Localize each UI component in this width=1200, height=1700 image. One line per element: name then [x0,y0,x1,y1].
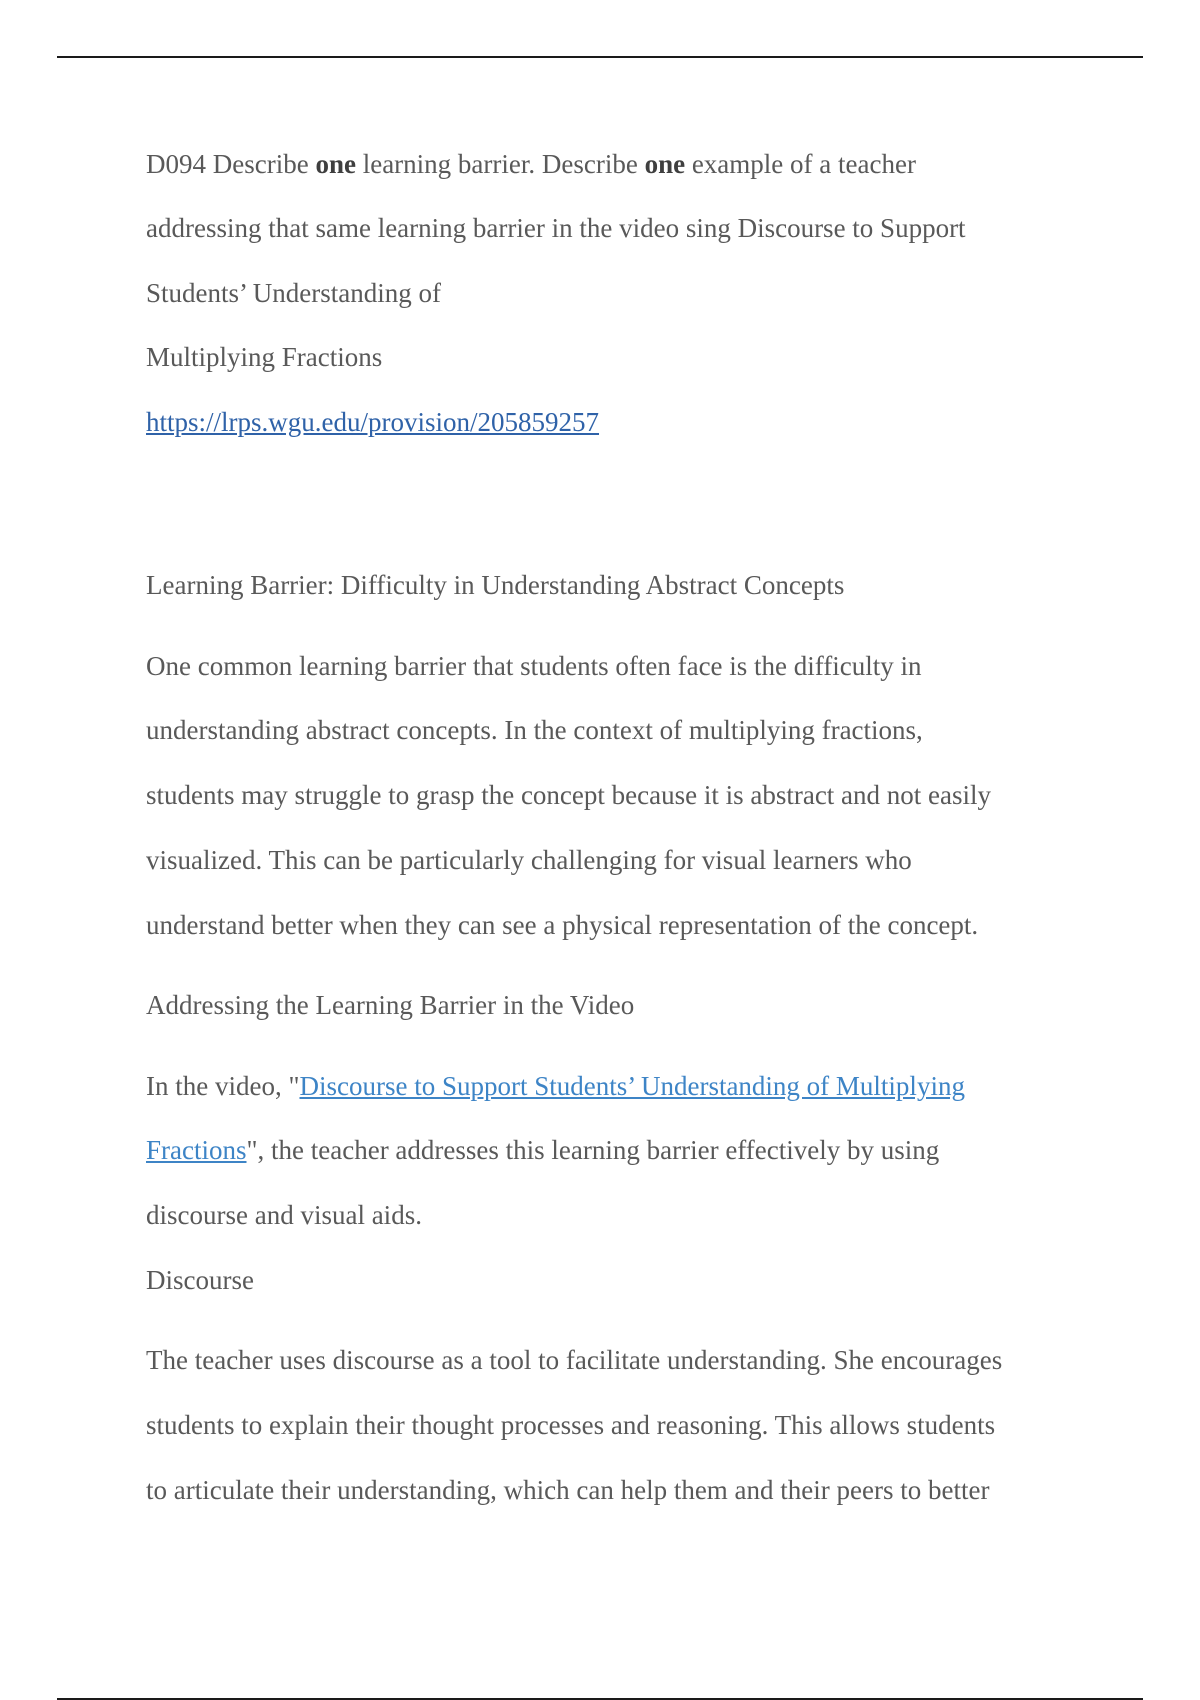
addressing-text: In the video, " [146,1071,300,1101]
barrier-paragraph-line: One common learning barrier that students often face is the difficulty in [146,651,922,681]
discourse-paragraph-line: to articulate their understanding, which can help them and their peers to better [146,1475,990,1505]
question-line-1 [146,148,916,180]
question-line-2: addressing that same learning barrier in the video sing Discourse to Support [146,213,966,243]
question-url-line [146,406,599,438]
discourse-heading: Discourse [146,1265,254,1295]
bold-one: one [644,149,686,179]
video-link[interactable]: Discourse to Support Students’ Understanding of Multiplying [299,1071,965,1101]
bold-one: one [315,149,356,179]
addressing-line-1 [146,1070,965,1102]
video-link-continued[interactable]: Fractions [146,1135,247,1165]
barrier-heading: Learning Barrier: Difficulty in Understanding Abstract Concepts [146,570,845,600]
addressing-heading: Addressing the Learning Barrier in the Video [146,990,635,1020]
question-line-4: Multiplying Fractions [146,342,383,372]
question-text: example of a teacher [685,149,916,179]
question-text: D094 Describe [146,149,316,179]
barrier-paragraph-line: understanding abstract concepts. In the context of multiplying fractions, [146,715,923,745]
barrier-paragraph-line: visualized. This can be particularly challenging for visual learners who [146,845,912,875]
addressing-line-3: discourse and visual aids. [146,1200,422,1230]
discourse-paragraph-line: The teacher uses discourse as a tool to facilitate understanding. She encourages [146,1345,1003,1375]
addressing-text: ", the teacher addresses this learning barrier effectively by using [246,1135,940,1165]
top-rule [57,56,1143,58]
provision-link[interactable]: https://lrps.wgu.edu/provision/205859257 [146,407,600,437]
discourse-paragraph-line: students to explain their thought processes and reasoning. This allows students [146,1410,996,1440]
addressing-line-2 [146,1134,939,1166]
barrier-paragraph-line: understand better when they can see a physical representation of the concept. [146,910,979,940]
question-line-3: Students’ Understanding of [146,278,441,308]
barrier-paragraph-line: students may struggle to grasp the concept because it is abstract and not easily [146,780,992,810]
question-text: learning barrier. Describe [355,149,645,179]
